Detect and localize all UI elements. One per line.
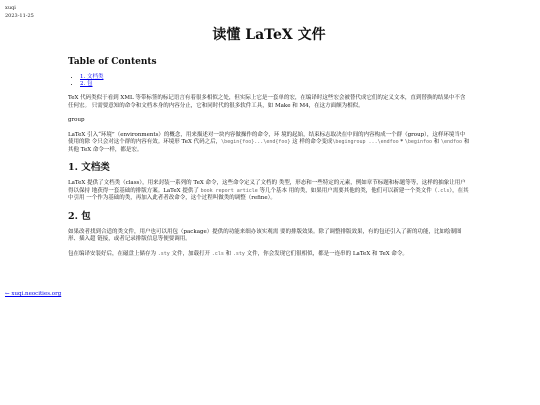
author-name: xuqi <box>5 5 16 11</box>
article <box>68 26 470 265</box>
inline-code: \begingroup ...\endfoo <box>332 139 399 145</box>
intro-paragraph: TeX 代码类似于看到 XML 等带标签的标记语言有着很多相似之处，但实际上它是一套单的宏，在编译时这些宏会被替代成它们的定义文本，直到替换的结果中不含任何宏。 只需要意知的命令和文档本身的内容分止，它和同时代的很多软件工具，如 Make 和 M4，在这方面颇为相似。 <box>68 95 466 109</box>
text-run: 等几个基本 用的类，如果用户需要其他的类，他们可以新建一个类文件（ <box>257 187 438 194</box>
inline-code: .sty <box>157 250 170 257</box>
package-paragraph: 如果改者找到合适的类文件，用户也可以用包（package）提供的功能来细办该实观需 要的排版效果。除了调整排版效果，有的包还引入了新的功能，比如绘制图形、插入超 链接，或者记录排版信息等便要调用。 <box>68 228 462 242</box>
package-storage-paragraph <box>68 251 470 259</box>
text-run: ），在其中引用 一个作为基础的类，再加入此者者改命令，这个过程叫做类的调整（refine）。 <box>68 187 469 201</box>
toc-link-document-class[interactable]: 1. 文档类 <box>80 74 104 80</box>
text-run: * <box>398 139 405 145</box>
inline-code: book report article <box>200 187 258 194</box>
text-run: 和 <box>432 139 441 145</box>
text-run: 文件，你会发现它们很相似，都是一连串的 LaTeX 和 TeX 命令。 <box>244 250 408 257</box>
text-run: LaTeX 提供了文档类（class），用来封装一系列的 TeX 命令，这些命令定义了文档的 类型，形态和一些特定的元素，例如章节标题和标题等等，这样的抽象让用户得以保持 地获得一套基础的排版方案。LaTeX 提供了 <box>68 180 466 194</box>
section-heading-document-class: 1. 文档类 <box>68 162 110 173</box>
toc-link-package[interactable]: 2. 包 <box>80 81 93 87</box>
post-date: 2023-11-25 <box>5 13 34 19</box>
text-run: 和 <box>223 250 233 257</box>
inline-code: \begin{foo}...\end{foo} <box>221 139 291 145</box>
section-heading-package: 2. 包 <box>68 210 91 222</box>
group-label: group <box>68 117 85 123</box>
toc-item <box>80 74 470 81</box>
text-run: 包在编译安装好后，在磁盘上储存为 <box>68 250 158 257</box>
text-run: LaTeX 引入“环境”（environments）的概念，用来描述对一块内容做操作的命令，环 境的起始，结束标志取决在中间的内容构成一个群（group），这样环境当中使用的除 令只会对这个群的内容有效。环境形 TeX 代码之后， <box>68 131 466 145</box>
inline-code: .cls <box>437 187 450 194</box>
post-meta <box>5 4 34 20</box>
text-run: 文件，加载打开 <box>169 250 212 257</box>
text-run: 和其他 TeX 命令一样，都是宏。 <box>68 139 470 153</box>
environment-paragraph <box>68 132 470 155</box>
inline-code: .cls <box>211 250 224 257</box>
page-title: 读懂 LaTeX 文件 <box>212 27 326 43</box>
document-class-paragraph <box>68 180 470 203</box>
toc-heading: Table of Contents <box>68 57 157 67</box>
text-run: 这 样的命令变成 <box>290 139 333 145</box>
footer <box>5 291 61 297</box>
inline-code: .sty <box>232 250 245 257</box>
table-of-contents <box>68 74 470 88</box>
inline-code: \endfoo <box>441 139 463 145</box>
toc-item <box>80 81 470 88</box>
back-home-link[interactable]: ← xuqi.neocities.org <box>5 291 62 297</box>
inline-code: \beginfoo <box>404 139 432 145</box>
